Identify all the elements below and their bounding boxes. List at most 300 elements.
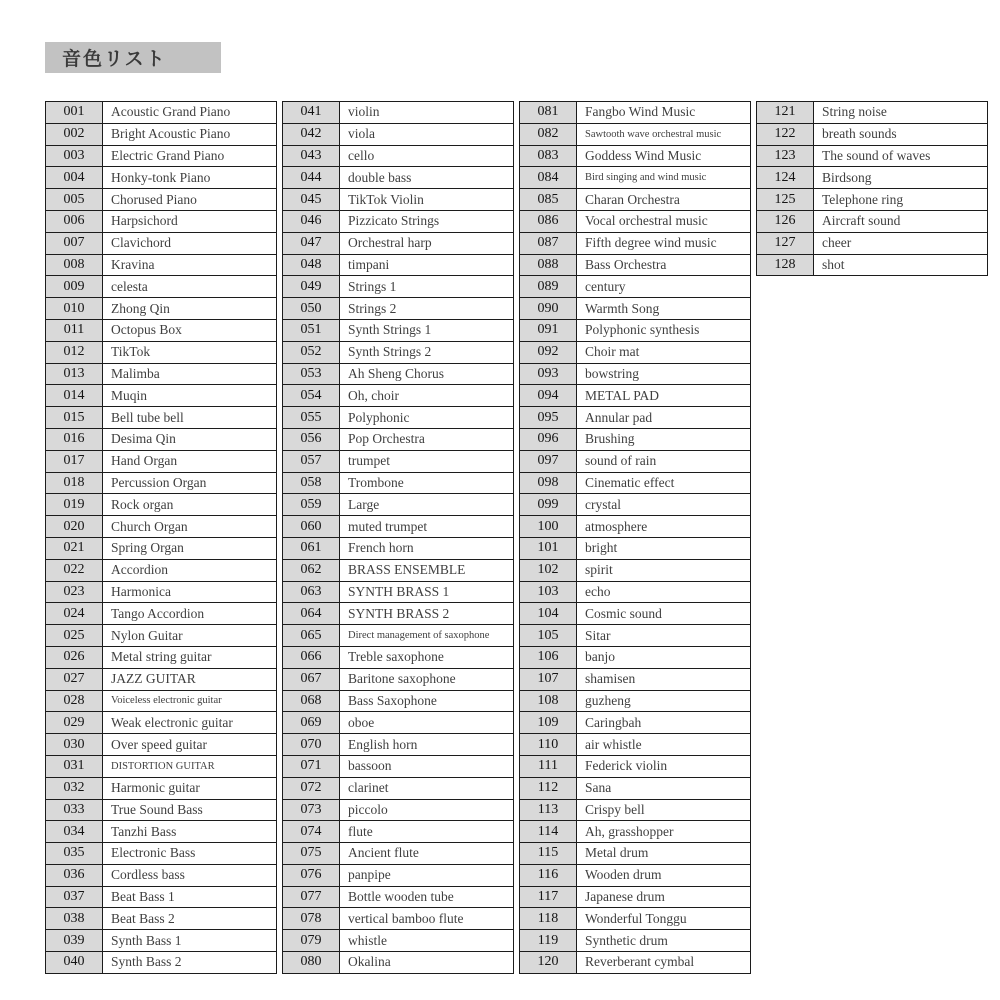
- tone-name: Bell tube bell: [103, 407, 277, 429]
- tone-name: JAZZ GUITAR: [103, 668, 277, 690]
- tone-number: 079: [283, 930, 340, 952]
- tone-name: Tango Accordion: [103, 603, 277, 625]
- table-row: [46, 799, 277, 821]
- tone-name: viola: [340, 123, 514, 145]
- tone-name: Hand Organ: [103, 450, 277, 472]
- tone-name: piccolo: [340, 799, 514, 821]
- table-row: [46, 646, 277, 668]
- tone-number: 024: [46, 603, 103, 625]
- tone-number: 017: [46, 450, 103, 472]
- tone-name: Ah, grasshopper: [577, 821, 751, 843]
- tone-number: 011: [46, 319, 103, 341]
- table-row: [520, 777, 751, 799]
- tone-name: timpani: [340, 254, 514, 276]
- table-row: [283, 864, 514, 886]
- tone-name: Beat Bass 1: [103, 886, 277, 908]
- tone-number: 045: [283, 189, 340, 211]
- tone-name: Sitar: [577, 625, 751, 647]
- table-row: [283, 712, 514, 734]
- tone-number: 067: [283, 668, 340, 690]
- table-row: [283, 494, 514, 516]
- tone-number: 005: [46, 189, 103, 211]
- table-row: [520, 319, 751, 341]
- tone-name: Sawtooth wave orchestral music: [577, 123, 751, 145]
- tone-number: 103: [520, 581, 577, 603]
- tone-number: 002: [46, 123, 103, 145]
- table-row: [283, 102, 514, 124]
- tone-number: 104: [520, 603, 577, 625]
- tone-number: 061: [283, 537, 340, 559]
- table-row: [46, 712, 277, 734]
- table-row: [283, 276, 514, 298]
- table-row: [283, 319, 514, 341]
- table-row: [283, 952, 514, 974]
- table-row: [520, 341, 751, 363]
- tone-name: breath sounds: [814, 123, 988, 145]
- table-row: [520, 254, 751, 276]
- tone-name: Voiceless electronic guitar: [103, 690, 277, 712]
- tone-name: muted trumpet: [340, 516, 514, 538]
- table-row: [520, 494, 751, 516]
- table-row: [283, 341, 514, 363]
- tone-number: 060: [283, 516, 340, 538]
- tone-number: 038: [46, 908, 103, 930]
- table-row: [283, 210, 514, 232]
- tone-name: Pop Orchestra: [340, 428, 514, 450]
- tone-name: Fifth degree wind music: [577, 232, 751, 254]
- table-row: [46, 777, 277, 799]
- tone-number: 100: [520, 516, 577, 538]
- table-row: [757, 254, 988, 276]
- tone-number: 102: [520, 559, 577, 581]
- table-row: [46, 276, 277, 298]
- tone-number: 037: [46, 886, 103, 908]
- table-row: [46, 516, 277, 538]
- tone-name: Large: [340, 494, 514, 516]
- tone-name: Bird singing and wind music: [577, 167, 751, 189]
- table-row: [46, 734, 277, 756]
- tone-name: century: [577, 276, 751, 298]
- tone-number: 112: [520, 777, 577, 799]
- table-row: [46, 254, 277, 276]
- table-row: [283, 232, 514, 254]
- tone-number: 057: [283, 450, 340, 472]
- table-row: [46, 668, 277, 690]
- tone-number: 109: [520, 712, 577, 734]
- tone-number: 076: [283, 864, 340, 886]
- tone-name: panpipe: [340, 864, 514, 886]
- tone-name: double bass: [340, 167, 514, 189]
- tone-name: Telephone ring: [814, 189, 988, 211]
- table-row: [46, 625, 277, 647]
- tone-name: celesta: [103, 276, 277, 298]
- tone-name: Bright Acoustic Piano: [103, 123, 277, 145]
- tone-name: bowstring: [577, 363, 751, 385]
- tone-name: Harmonic guitar: [103, 777, 277, 799]
- tone-name: Electronic Bass: [103, 843, 277, 865]
- tone-number: 081: [520, 102, 577, 124]
- table-row: [46, 864, 277, 886]
- table-row: [46, 341, 277, 363]
- tone-number: 084: [520, 167, 577, 189]
- table-row: [520, 189, 751, 211]
- tone-column-2: [282, 101, 514, 974]
- tone-number: 036: [46, 864, 103, 886]
- tone-number: 117: [520, 886, 577, 908]
- tone-number: 058: [283, 472, 340, 494]
- table-row: [283, 145, 514, 167]
- tone-number: 086: [520, 210, 577, 232]
- tone-name: Kravina: [103, 254, 277, 276]
- tone-name: oboe: [340, 712, 514, 734]
- tone-column-3: [519, 101, 751, 974]
- table-row: [757, 145, 988, 167]
- tone-name: TikTok: [103, 341, 277, 363]
- tone-name: banjo: [577, 646, 751, 668]
- tone-number: 068: [283, 690, 340, 712]
- tone-name: Percussion Organ: [103, 472, 277, 494]
- tone-name: Tanzhi Bass: [103, 821, 277, 843]
- tone-name: Charan Orchestra: [577, 189, 751, 211]
- tone-name: Choir mat: [577, 341, 751, 363]
- tone-number: 044: [283, 167, 340, 189]
- tone-number: 114: [520, 821, 577, 843]
- table-row: [46, 428, 277, 450]
- tone-number: 001: [46, 102, 103, 124]
- table-row: [757, 232, 988, 254]
- tone-number: 013: [46, 363, 103, 385]
- tone-name: Polyphonic: [340, 407, 514, 429]
- tone-name: Synth Strings 1: [340, 319, 514, 341]
- table-row: [283, 472, 514, 494]
- tone-number: 020: [46, 516, 103, 538]
- table-row: [283, 537, 514, 559]
- table-row: [520, 886, 751, 908]
- tone-name: Nylon Guitar: [103, 625, 277, 647]
- tone-number: 023: [46, 581, 103, 603]
- tone-name: shamisen: [577, 668, 751, 690]
- tone-number: 105: [520, 625, 577, 647]
- table-row: [520, 232, 751, 254]
- tone-number: 124: [757, 167, 814, 189]
- table-row: [520, 625, 751, 647]
- tone-number: 074: [283, 821, 340, 843]
- tone-number: 016: [46, 428, 103, 450]
- table-row: [46, 886, 277, 908]
- tone-number: 026: [46, 646, 103, 668]
- tone-name: cello: [340, 145, 514, 167]
- tone-number: 021: [46, 537, 103, 559]
- table-row: [520, 428, 751, 450]
- tone-name: String noise: [814, 102, 988, 124]
- tone-name: Synthetic drum: [577, 930, 751, 952]
- table-row: [520, 102, 751, 124]
- table-row: [46, 537, 277, 559]
- tone-number: 082: [520, 123, 577, 145]
- tone-number: 108: [520, 690, 577, 712]
- tone-name: bassoon: [340, 755, 514, 777]
- tone-name: Church Organ: [103, 516, 277, 538]
- tone-number: 030: [46, 734, 103, 756]
- table-row: [520, 559, 751, 581]
- table-row: [46, 843, 277, 865]
- tone-name: Desima Qin: [103, 428, 277, 450]
- tone-name: Zhong Qin: [103, 298, 277, 320]
- tone-name: air whistle: [577, 734, 751, 756]
- table-row: [46, 210, 277, 232]
- tone-number: 052: [283, 341, 340, 363]
- table-row: [46, 559, 277, 581]
- tone-number: 065: [283, 625, 340, 647]
- tone-name: Crispy bell: [577, 799, 751, 821]
- table-row: [283, 603, 514, 625]
- tone-number: 095: [520, 407, 577, 429]
- tone-number: 075: [283, 843, 340, 865]
- tone-number: 055: [283, 407, 340, 429]
- table-row: [283, 167, 514, 189]
- tone-number: 121: [757, 102, 814, 124]
- table-row: [520, 581, 751, 603]
- table-row: [46, 123, 277, 145]
- tone-name: Chorused Piano: [103, 189, 277, 211]
- table-row: [283, 385, 514, 407]
- tone-name: Trombone: [340, 472, 514, 494]
- tone-number: 119: [520, 930, 577, 952]
- tone-number: 066: [283, 646, 340, 668]
- tone-number: 004: [46, 167, 103, 189]
- table-row: [46, 581, 277, 603]
- table-row: [520, 603, 751, 625]
- tone-name: Warmth Song: [577, 298, 751, 320]
- tone-name: Bottle wooden tube: [340, 886, 514, 908]
- table-row: [283, 843, 514, 865]
- tone-number: 039: [46, 930, 103, 952]
- table-row: [520, 450, 751, 472]
- tone-number: 080: [283, 952, 340, 974]
- table-row: [283, 123, 514, 145]
- tone-name: Goddess Wind Music: [577, 145, 751, 167]
- table-row: [283, 581, 514, 603]
- table-row: [46, 232, 277, 254]
- tone-name: Spring Organ: [103, 537, 277, 559]
- tone-number: 077: [283, 886, 340, 908]
- tone-number: 093: [520, 363, 577, 385]
- tone-name: vertical bamboo flute: [340, 908, 514, 930]
- table-row: [520, 123, 751, 145]
- tone-name: Synth Bass 2: [103, 952, 277, 974]
- tone-name: Aircraft sound: [814, 210, 988, 232]
- tone-number: 107: [520, 668, 577, 690]
- table-row: [46, 494, 277, 516]
- tone-name: Harmonica: [103, 581, 277, 603]
- tone-number: 009: [46, 276, 103, 298]
- tone-name: Cordless bass: [103, 864, 277, 886]
- table-row: [283, 799, 514, 821]
- tone-number: 032: [46, 777, 103, 799]
- tone-number: 051: [283, 319, 340, 341]
- table-row: [520, 210, 751, 232]
- page-title-text: 音色リスト: [62, 49, 167, 70]
- table-row: [283, 189, 514, 211]
- tone-name: Metal string guitar: [103, 646, 277, 668]
- tone-number: 031: [46, 755, 103, 777]
- table-row: [520, 646, 751, 668]
- tone-name: Octopus Box: [103, 319, 277, 341]
- tone-number: 127: [757, 232, 814, 254]
- table-row: [757, 167, 988, 189]
- tone-name: METAL PAD: [577, 385, 751, 407]
- table-row: [283, 428, 514, 450]
- tone-number: 062: [283, 559, 340, 581]
- tone-name: Strings 2: [340, 298, 514, 320]
- tone-number: 006: [46, 210, 103, 232]
- tone-number: 059: [283, 494, 340, 516]
- tone-number: 018: [46, 472, 103, 494]
- table-row: [46, 298, 277, 320]
- tone-name: Cinematic effect: [577, 472, 751, 494]
- tone-name: sound of rain: [577, 450, 751, 472]
- tone-name: Japanese drum: [577, 886, 751, 908]
- tone-name: Metal drum: [577, 843, 751, 865]
- tone-name: DISTORTION GUITAR: [103, 755, 277, 777]
- tone-name: bright: [577, 537, 751, 559]
- tone-number: 069: [283, 712, 340, 734]
- tone-number: 064: [283, 603, 340, 625]
- tone-number: 110: [520, 734, 577, 756]
- tone-number: 087: [520, 232, 577, 254]
- tone-number: 050: [283, 298, 340, 320]
- tone-number: 128: [757, 254, 814, 276]
- tone-name: Wonderful Tonggu: [577, 908, 751, 930]
- table-row: [757, 123, 988, 145]
- tone-name: Sana: [577, 777, 751, 799]
- tone-name: Okalina: [340, 952, 514, 974]
- table-row: [283, 908, 514, 930]
- tone-name: Bass Orchestra: [577, 254, 751, 276]
- tone-number: 047: [283, 232, 340, 254]
- tone-number: 029: [46, 712, 103, 734]
- table-row: [46, 189, 277, 211]
- tone-number: 096: [520, 428, 577, 450]
- tone-number: 098: [520, 472, 577, 494]
- table-row: [283, 755, 514, 777]
- tone-name: Baritone saxophone: [340, 668, 514, 690]
- table-row: [520, 734, 751, 756]
- tone-number: 042: [283, 123, 340, 145]
- tone-number: 111: [520, 755, 577, 777]
- table-row: [283, 646, 514, 668]
- table-row: [520, 799, 751, 821]
- table-row: [46, 407, 277, 429]
- tone-name: Electric Grand Piano: [103, 145, 277, 167]
- tone-name: spirit: [577, 559, 751, 581]
- tone-name: whistle: [340, 930, 514, 952]
- tone-name: Clavichord: [103, 232, 277, 254]
- tone-name: crystal: [577, 494, 751, 516]
- tone-name: Vocal orchestral music: [577, 210, 751, 232]
- tone-name: Brushing: [577, 428, 751, 450]
- tone-number: 015: [46, 407, 103, 429]
- table-row: [46, 167, 277, 189]
- table-row: [283, 559, 514, 581]
- table-row: [46, 363, 277, 385]
- tone-number: 012: [46, 341, 103, 363]
- tone-name: Rock organ: [103, 494, 277, 516]
- tone-number: 003: [46, 145, 103, 167]
- tone-name: Birdsong: [814, 167, 988, 189]
- tone-name: Cosmic sound: [577, 603, 751, 625]
- table-row: [283, 254, 514, 276]
- table-row: [757, 102, 988, 124]
- tone-number: 085: [520, 189, 577, 211]
- table-row: [520, 930, 751, 952]
- table-row: [520, 145, 751, 167]
- tone-name: Beat Bass 2: [103, 908, 277, 930]
- table-row: [283, 930, 514, 952]
- table-row: [46, 319, 277, 341]
- tone-number: 113: [520, 799, 577, 821]
- table-row: [46, 472, 277, 494]
- tone-name: Accordion: [103, 559, 277, 581]
- tone-name: French horn: [340, 537, 514, 559]
- tone-name: Orchestral harp: [340, 232, 514, 254]
- tone-name: violin: [340, 102, 514, 124]
- tone-number: 054: [283, 385, 340, 407]
- tone-name: guzheng: [577, 690, 751, 712]
- tone-name: SYNTH BRASS 1: [340, 581, 514, 603]
- tone-number: 025: [46, 625, 103, 647]
- tone-number: 007: [46, 232, 103, 254]
- table-row: [46, 690, 277, 712]
- tone-name: The sound of waves: [814, 145, 988, 167]
- tone-number: 120: [520, 952, 577, 974]
- table-row: [46, 930, 277, 952]
- tone-number: 123: [757, 145, 814, 167]
- tone-name: Federick violin: [577, 755, 751, 777]
- table-row: [283, 821, 514, 843]
- table-row: [520, 407, 751, 429]
- tone-number: 033: [46, 799, 103, 821]
- tone-number: 106: [520, 646, 577, 668]
- table-row: [283, 407, 514, 429]
- tone-number: 048: [283, 254, 340, 276]
- table-row: [46, 385, 277, 407]
- tone-number: 035: [46, 843, 103, 865]
- table-row: [283, 516, 514, 538]
- tone-number: 041: [283, 102, 340, 124]
- table-row: [520, 712, 751, 734]
- tone-name: Direct management of saxophone: [340, 625, 514, 647]
- table-row: [283, 298, 514, 320]
- table-row: [46, 755, 277, 777]
- tone-number: 125: [757, 189, 814, 211]
- tone-name: Acoustic Grand Piano: [103, 102, 277, 124]
- tone-name: Polyphonic synthesis: [577, 319, 751, 341]
- tone-number: 078: [283, 908, 340, 930]
- table-row: [46, 603, 277, 625]
- tone-column-1: [45, 101, 277, 974]
- tone-number: 101: [520, 537, 577, 559]
- table-row: [46, 952, 277, 974]
- tone-number: 088: [520, 254, 577, 276]
- tone-table: [45, 101, 1000, 974]
- table-row: [520, 167, 751, 189]
- tone-name: English horn: [340, 734, 514, 756]
- tone-name: Caringbah: [577, 712, 751, 734]
- table-row: [757, 189, 988, 211]
- tone-number: 099: [520, 494, 577, 516]
- tone-number: 008: [46, 254, 103, 276]
